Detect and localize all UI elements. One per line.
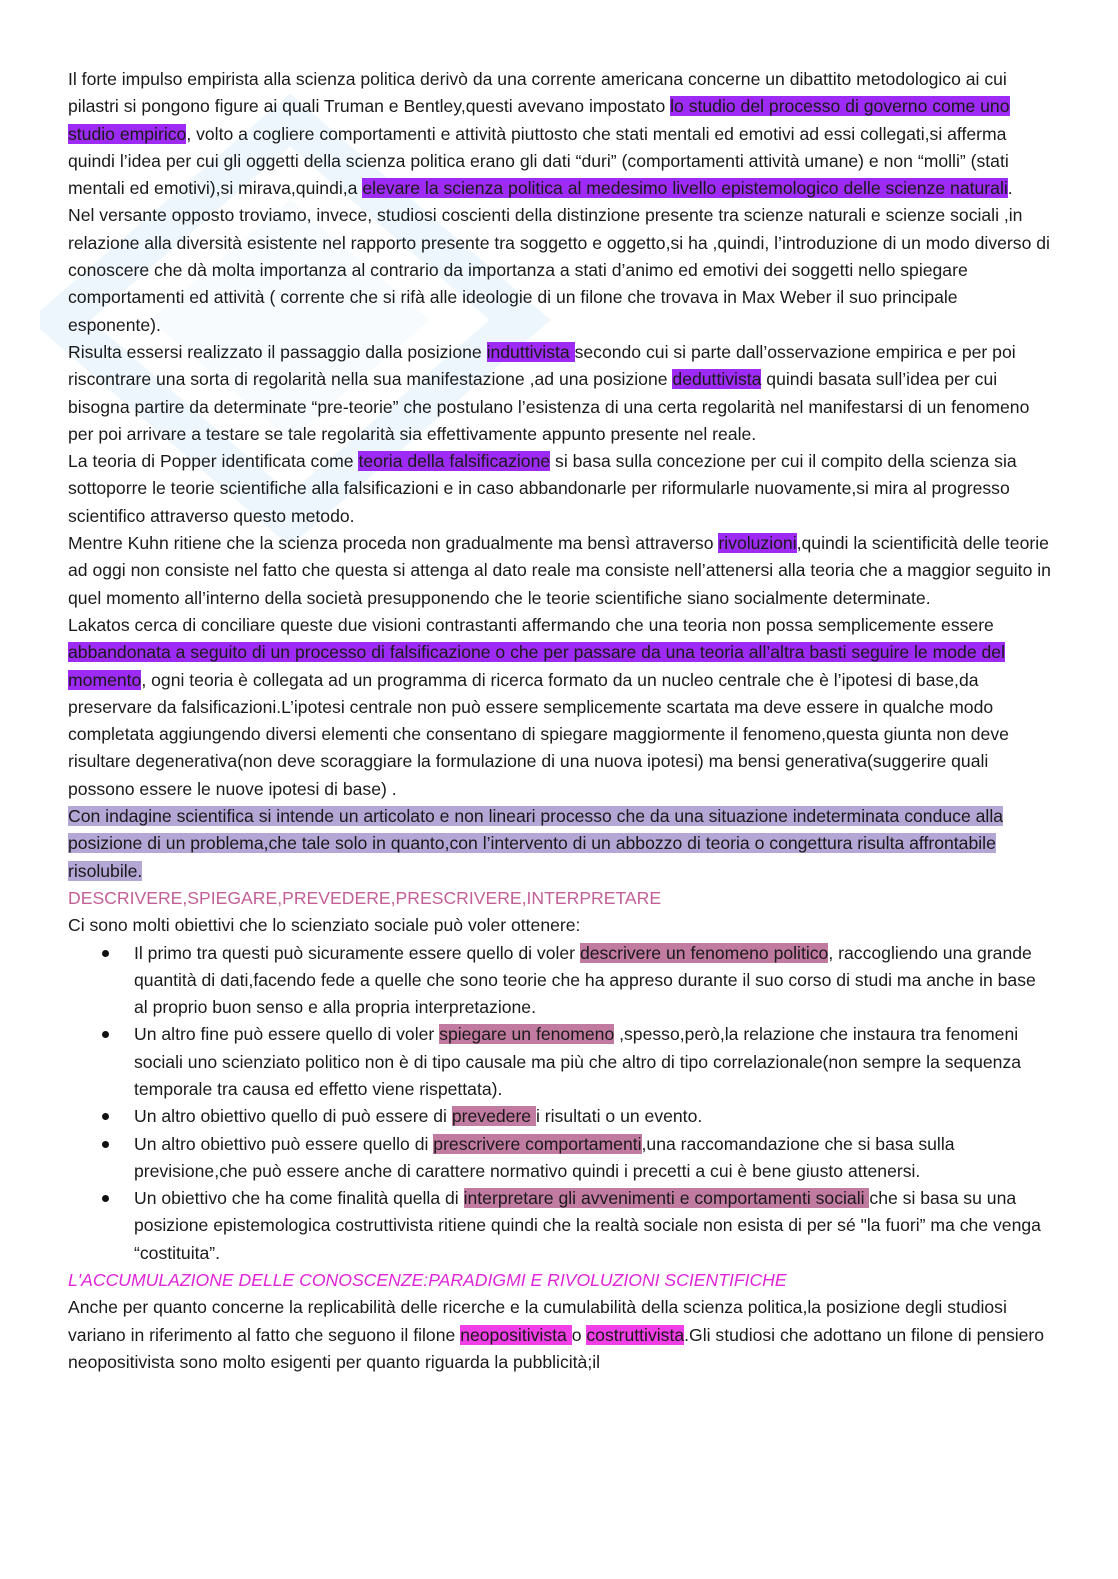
highlight: prescrivere comportamenti [433, 1133, 642, 1154]
paragraph-lakatos: Lakatos cerca di conciliare queste due visioni contrastanti affermando che una teoria non possa semplicemente essere abbandonata a seguito di un processo di falsificazione o che per passare da una teoria all’altra basti seguire le mode del momento, ogni teoria è collegata ad un programma di ricerca formato da un nucleo centrale che è l’ipotesi di base,da preservare da falsificazioni.L’ipotesi centrale non può essere semplicemente scartata ma deve essere in qualche modo completata aggiungendo diversi elementi che consentano di spiegare maggiormente il fenomeno,questa giunta non deve risultare degenerativa(non deve scoraggiare la formulazione di una nuova ipotesi) ma bensi generativa(suggerire quali possono essere le nuove ipotesi di base) . [68, 614, 1009, 799]
bullet-icon [102, 1113, 109, 1120]
paragraph-induttivista: Risulta essersi realizzato il passaggio dalla posizione induttivista secondo cui si parte dall’osservazione empirica e per poi riscontrare una sorta di regolarità nella sua manifestazione ,ad una posizione deduttivista quindi basata sull’idea per cui bisogna partire da determinate “pre-teorie” che postulano l’esistenza di una certa regolarità nel manifestarsi di un fenomeno per poi arrivare a testare se tale regolarità sia effettivamente appunto presente nel reale. [68, 341, 1030, 444]
highlight: teoria della falsificazione [358, 451, 551, 472]
paragraph-replicabilita: Anche per quanto concerne la replicabilità delle ricerche e la cumulabilità della scienza politica,la posizione degli studiosi variano in riferimento al fatto che seguono il filone neopositivista o costruttivista.Gli studiosi che adottano un filone di pensiero neopositivista sono molto esigenti per quanto riguarda la pubblicità;il [68, 1297, 1045, 1372]
bullet-icon [102, 1031, 109, 1038]
highlight: rivoluzioni [718, 533, 797, 554]
list-item: Il primo tra questi può sicuramente essere quello di voler descrivere un fenomeno politico, raccogliendo una grande quantità di dati,facendo fede a quelle che sono teorie che ha appreso durante il suo corso di studi ma anche in base al proprio buon senso e alla propria interpretazione. [68, 940, 1053, 1022]
section-heading-obiettivi: DESCRIVERE,SPIEGARE,PREVEDERE,PRESCRIVERE,INTERPRETARE [68, 887, 662, 908]
paragraph-intro-obiettivi: Ci sono molti obiettivi che lo scienziato sociale può voler ottenere: [68, 915, 581, 936]
bullet-icon [102, 1141, 109, 1148]
section-heading-accumulazione: L'ACCUMULAZIONE DELLE CONOSCENZE:PARADIGMI E RIVOLUZIONI SCIENTIFICHE [68, 1270, 787, 1291]
highlight: Con indagine scientifica si intende un articolato e non lineari processo che da una situazione indeterminata conduce alla posizione di un problema,che tale solo in quanto,con l’intervento di un abbozzo di teoria o congettura risulta affrontabile risolubile. [68, 806, 1004, 881]
objectives-list [68, 940, 1053, 1268]
list-item: Un altro obiettivo quello di può essere di prevedere i risultati o un evento. [68, 1103, 1053, 1130]
highlight: interpretare gli avvenimenti e comportamenti sociali [463, 1188, 870, 1209]
paragraph-kuhn: Mentre Kuhn ritiene che la scienza proceda non gradualmente ma bensì attraverso rivoluzioni,quindi la scientificità delle teorie ad oggi non consiste nel fatto che questa si attenga al dato reale ma consiste nell’attenersi alla teoria che a maggior seguito in quel momento all’interno della società presupponendo che le teorie scientifiche siano socialmente determinate. [68, 533, 1051, 608]
highlight: descrivere un fenomeno politico [579, 942, 829, 963]
paragraph-empirismo: Il forte impulso empirista alla scienza politica derivò da una corrente americana concerne un dibattito metodologico ai cui pilastri si pongono figure ai quali Truman e Bentley,questi avevano impostato lo studio del processo di governo come uno studio empirico, volto a cogliere comportamenti e attività piuttosto che stati mentali ed emotivi ad essi collegati,si afferma quindi l’idea per cui gli oggetti della scienza politica erano gli dati “duri” (comportamenti attività umane) e non “molli” (stati mentali ed emotivi),si mirava,quindi,a elevare la scienza politica al medesimo livello epistemologico delle scienze naturali. [68, 69, 1013, 199]
highlight: neopositivista [460, 1324, 572, 1345]
paragraph-indagine-scientifica [68, 803, 1053, 885]
highlight: deduttivista [672, 369, 762, 390]
highlight: prevedere [451, 1106, 536, 1127]
list-item: Un obiettivo che ha come finalità quella di interpretare gli avvenimenti e comportamenti sociali che si basa su una posizione epistemologica costruttivista ritiene quindi che la realtà sociale non esista di per sé "la fuori” ma che venga “costituita”. [68, 1185, 1053, 1267]
bullet-icon [102, 950, 109, 957]
list-item: Un altro fine può essere quello di voler spiegare un fenomeno ,spesso,però,la relazione che instaura tra fenomeni sociali uno scienziato politico non è di tipo causale ma più che altro di tipo correlazionale(non sempre la sequenza temporale tra causa ed effetto viene rispettata). [68, 1021, 1053, 1103]
highlight: lo studio del processo di governo come uno studio empirico [68, 96, 1010, 144]
bullet-icon [102, 1195, 109, 1202]
highlight: costruttivista [586, 1324, 685, 1345]
highlight: induttivista [486, 341, 575, 362]
highlight: abbandonata a seguito di un processo di falsificazione o che per passare da una teoria all’altra basti seguire le mode del momento [68, 642, 1005, 690]
paragraph-versante-opposto: Nel versante opposto troviamo, invece, studiosi coscienti della distinzione presente tra scienze naturali e scienze sociali ,in relazione alla diversità esistente nel rapporto presente tra soggetto e oggetto,si ha ,quindi, l’introduzione di un modo diverso di conoscere che dà molta importanza al contrario da importanza a stati d’animo ed emotivi dei soggetti nello spiegare comportamenti ed attività ( corrente che si rifà alle ideologie di un filone che trovava in Max Weber il suo principale esponente). [68, 205, 1050, 335]
highlight: spiegare un fenomeno [439, 1024, 615, 1045]
document-body [68, 66, 1053, 1376]
paragraph-popper: La teoria di Popper identificata come teoria della falsificazione si basa sulla concezione per cui il compito della scienza sia sottoporre le teorie scientifiche alla falsificazioni e in caso abbandonarle per riformularle nuovamente,si mira al progresso scientifico attraverso questo metodo. [68, 451, 1017, 526]
highlight: elevare la scienza politica al medesimo livello epistemologico delle scienze naturali [362, 178, 1008, 199]
list-item: Un altro obiettivo può essere quello di prescrivere comportamenti,una raccomandazione che si basa sulla previsione,che può essere anche di carattere normativo quindi i precetti a cui è bene giusto attenersi. [68, 1131, 1053, 1186]
